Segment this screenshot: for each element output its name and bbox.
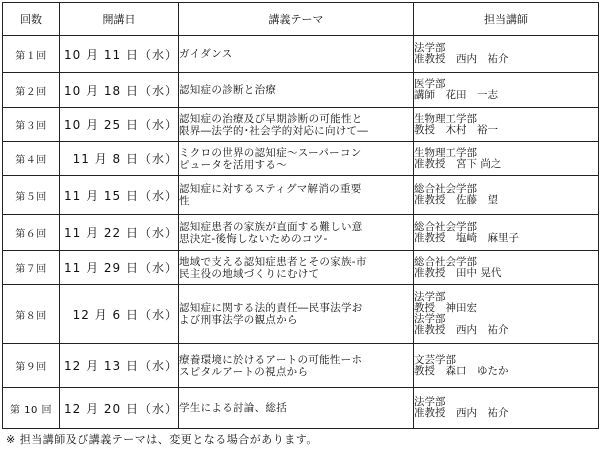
lecturer-name: 准教授 西内 祐介 xyxy=(414,324,509,336)
theme-line: 認知症患者の家族が直面する難しい意 xyxy=(179,220,363,233)
theme-line: よび刑事法学の観点から xyxy=(179,314,298,326)
theme-line: 認知症の治療及び早期診断の可能性と xyxy=(179,112,363,125)
header-number: 回数 xyxy=(3,3,60,36)
lecturer-name: 准教授 宮下 尚之 xyxy=(414,157,502,170)
theme-line: ミクロの世界の認知症～スーパーコン xyxy=(179,146,362,159)
theme-line: 民主役の地域づくりにむけて xyxy=(179,267,320,280)
lecturer-faculty: 生物理工学部 xyxy=(414,146,477,159)
table-row xyxy=(3,215,599,251)
lecture-date: 11 月 22 日（水） xyxy=(60,215,179,251)
theme-line: 認知症に対するスティグマ解消の重要 xyxy=(179,183,362,195)
lecture-date: 12 月 13 日（水） xyxy=(60,344,179,388)
theme-line: スピタルアートの視点から xyxy=(179,365,309,378)
lecture-number: 第８回 xyxy=(3,285,60,344)
theme-line: 療養環境に於けるアートの可能性ーホ xyxy=(179,353,363,366)
table-row xyxy=(3,73,599,108)
lecture-lecturer xyxy=(414,251,599,285)
lecture-number: 第 10 回 xyxy=(3,388,60,429)
table-row xyxy=(3,36,599,73)
lecture-number: 第７回 xyxy=(3,251,60,285)
lecture-number: 第２回 xyxy=(3,73,60,108)
lecture-lecturer xyxy=(414,285,599,344)
lecturer-name: 准教授 西内 祐介 xyxy=(414,407,509,419)
theme-line: ピュータを活用する～ xyxy=(179,158,287,171)
table-body xyxy=(3,36,599,429)
lecture-lecturer xyxy=(414,73,599,108)
lecturer-name: 准教授 田中 晃代 xyxy=(414,266,502,279)
lecture-date: 11 月 15 日（水） xyxy=(60,176,179,215)
table-row xyxy=(3,108,599,142)
theme-line: 認知症に関する法的責任―民事法学お xyxy=(179,302,363,314)
theme-line: 限界―法学的･社会学的対応に向けて― xyxy=(179,124,369,137)
theme-line: 性 xyxy=(179,195,190,207)
lecture-number: 第９回 xyxy=(3,344,60,388)
table-row xyxy=(3,142,599,176)
lecture-theme xyxy=(179,388,414,429)
lecture-theme xyxy=(179,73,414,108)
lecture-theme xyxy=(179,108,414,142)
lecturer-faculty: 総合社会学部 xyxy=(414,220,477,233)
lecturer-name: 准教授 佐藤 望 xyxy=(414,194,498,206)
lecturer-name: 准教授 西内 祐介 xyxy=(414,53,509,65)
theme-line: 認知症の診断と治療 xyxy=(179,84,277,96)
lecture-schedule-table xyxy=(2,2,599,429)
lecture-theme xyxy=(179,176,414,215)
table-row xyxy=(3,388,599,429)
table-row xyxy=(3,344,599,388)
header-lecturer: 担当講師 xyxy=(414,3,599,36)
lecture-lecturer xyxy=(414,215,599,251)
lecturer-name: 教授 木村 裕一 xyxy=(414,123,498,136)
lecture-theme xyxy=(179,36,414,73)
lecture-date: 11 月 29 日（水） xyxy=(60,251,179,285)
footnote: ※ 担当講師及び講義テーマは、変更となる場合があります。 xyxy=(6,433,318,446)
lecture-number: 第４回 xyxy=(3,142,60,176)
lecture-theme xyxy=(179,344,414,388)
lecturer-faculty: 総合社会学部 xyxy=(414,255,477,268)
lecture-date: 12 月 6 日（水） xyxy=(60,285,179,344)
lecture-theme xyxy=(179,142,414,176)
lecturer-faculty: 総合社会学部 xyxy=(414,183,477,195)
table-row xyxy=(3,176,599,215)
lecturer-faculty: 法学部 xyxy=(414,291,446,303)
theme-line: 地域で支える認知症患者とその家族-市 xyxy=(179,255,367,268)
lecture-theme xyxy=(179,285,414,344)
theme-line: 学生による討論、総括 xyxy=(179,402,287,414)
lecture-date: 10 月 11 日（水） xyxy=(60,36,179,73)
lecture-lecturer xyxy=(414,344,599,388)
lecturer-name: 講師 花田 一志 xyxy=(414,89,498,101)
lecture-date: 10 月 18 日（水） xyxy=(60,73,179,108)
lecture-date: 12 月 20 日（水） xyxy=(60,388,179,429)
lecturer-faculty: 文芸学部 xyxy=(414,353,456,366)
lecture-lecturer xyxy=(414,176,599,215)
lecturer-faculty: 法学部 xyxy=(414,313,446,325)
header-theme: 講義テーマ xyxy=(179,3,414,36)
lecture-lecturer xyxy=(414,388,599,429)
lecturer-name: 准教授 塩崎 麻里子 xyxy=(414,231,519,244)
lecture-lecturer xyxy=(414,36,599,73)
lecturer-name: 教授 神田宏 xyxy=(414,302,477,314)
lecture-number: 第６回 xyxy=(3,215,60,251)
lecture-theme xyxy=(179,215,414,251)
lecturer-faculty: 法学部 xyxy=(414,42,446,54)
lecture-number: 第１回 xyxy=(3,36,60,73)
table-header-row xyxy=(3,3,599,36)
theme-line: ガイダンス xyxy=(179,48,233,60)
lecture-lecturer xyxy=(414,142,599,176)
table-row xyxy=(3,285,599,344)
lecturer-faculty: 医学部 xyxy=(414,78,446,90)
theme-line: 思決定-後悔しないためのコツ- xyxy=(179,232,328,245)
table-row xyxy=(3,251,599,285)
lecture-date: 10 月 25 日（水） xyxy=(60,108,179,142)
lecturer-name: 教授 森口 ゆたか xyxy=(414,364,509,377)
lecture-lecturer xyxy=(414,108,599,142)
header-date: 開講日 xyxy=(60,3,179,36)
lecture-number: 第３回 xyxy=(3,108,60,142)
lecture-number: 第５回 xyxy=(3,176,60,215)
lecturer-faculty: 法学部 xyxy=(414,396,446,408)
lecturer-faculty: 生物理工学部 xyxy=(414,112,477,125)
lecture-theme xyxy=(179,251,414,285)
lecture-date: 11 月 8 日（水） xyxy=(60,142,179,176)
